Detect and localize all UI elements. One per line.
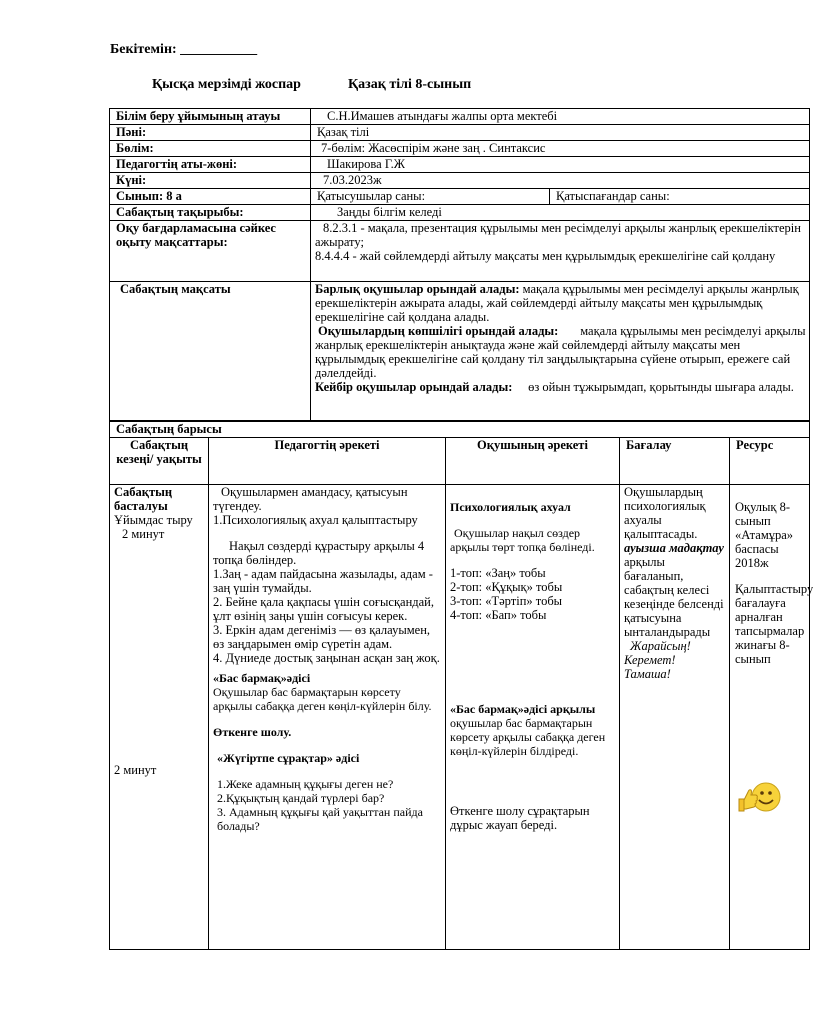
flow-title-row: [110, 422, 810, 438]
teacher-review-q2: 2.Құқықтың қандай түрлері бар?: [217, 791, 385, 805]
subject-label: Пәні:: [110, 125, 311, 141]
teacher-psych: 1.Психологиялық ахуал қалыптастыру: [213, 513, 418, 527]
section-label: Бөлім:: [110, 141, 311, 157]
stage-name: Сабақтың басталуы: [114, 485, 173, 513]
teacher-row: [110, 157, 810, 173]
assess-praise: Жарайсың! Керемет! Тамаша!: [624, 639, 691, 681]
teacher-quote-2: 2. Бейне қала қақпасы үшін соғысқандай, ұлт өзінің заңы үшін соғысуы керек.: [213, 595, 434, 623]
assessment-cell: [620, 485, 730, 950]
topic-row: [110, 205, 810, 221]
col-resource: Ресурс: [730, 438, 810, 485]
goal-some-text: өз ойын тұжырымдап, қорытынды шығара алады.: [528, 380, 794, 394]
topic-label: Сабақтың тақырыбы:: [110, 205, 311, 221]
student-group-2: 2-топ: «Құқық» тобы: [450, 580, 563, 594]
goal-row: [110, 282, 810, 421]
teacher-label: Педагогтің аты-жөні:: [110, 157, 311, 173]
topic-value: Заңды білгім келеді: [311, 205, 810, 221]
teacher-value: Шакирова Г.Ж: [311, 157, 810, 173]
school-value: С.Н.Имашев атындағы жалпы орта мектебі: [311, 109, 810, 125]
student-group-4: 4-топ: «Бап» тобы: [450, 608, 547, 622]
goal-most-text: мақала құрылымы мен ресімделуі арқылы жанрлық ерекшеліктерін анықтауда және жай сөйлемдерді айтылу мақсаты мен құрылымдық ерекшелігіне сай қолдану тіл заңдылықтарына сүйене отырып, ережеге сай дәлелдейді.: [315, 324, 806, 380]
class-label: Сынып: 8 а: [110, 189, 311, 205]
resource-cell: [730, 485, 813, 950]
col-teacher: Педагогтің әрекеті: [209, 438, 446, 485]
flow-title: Сабақтың барысы: [110, 422, 810, 438]
teacher-review: Өткенге шолу.: [213, 725, 292, 739]
teacher-quote-3: 3. Еркін адам дегеніміз — өз қалауымен, өз заңдарымен өмір сүретін адам.: [213, 623, 431, 651]
assess-method: ауызша мадақтау: [624, 541, 724, 555]
approval-line: Бекітемін: ___________: [110, 42, 258, 57]
goal-all-text: мақала құрылымы мен ресімделуі арқылы жанрлық ерекшеліктерін ажырата алады, жай сөйлемдерді айтылу мақсаты мен құрылымдық ерекшелігіне сай қолдана алады.: [315, 282, 799, 324]
student-method-title: «Бас бармақ»әдісі арқылы: [450, 702, 596, 716]
section-row: [110, 141, 810, 157]
lesson-info-table: [109, 108, 810, 421]
student-group-3: 3-топ: «Тәртіп» тобы: [450, 594, 563, 608]
goal-some: [315, 380, 807, 394]
thumbs-up-emoji-icon: [736, 779, 776, 815]
stage-time-2: 2 минут: [114, 763, 157, 777]
goal-most-title: Оқушылардың көпшілігі орындай алады:: [318, 324, 559, 338]
school-row: [110, 109, 810, 125]
goal-label: Сабақтың мақсаты: [110, 282, 311, 421]
teacher-groups: Нақыл сөздерді құрастыру арқылы 4 топқа бөліндер.: [213, 539, 425, 567]
stage-cell: [110, 485, 209, 950]
teacher-rolling-method: «Жүгіртпе сұрақтар» әдісі: [217, 751, 360, 765]
student-psych-title: Психологиялық ахуал: [450, 500, 571, 514]
teacher-method-title: «Бас бармақ»әдісі: [213, 671, 311, 685]
teacher-review-q3: 3. Адамның құқығы қай уақыттан пайда болады?: [217, 805, 423, 833]
stage-org: Ұйымдас тыру: [114, 513, 193, 527]
date-row: [110, 173, 810, 189]
col-stage: Сабақтың кезеңі/ уақыты: [110, 438, 209, 485]
teacher-method-text: Оқушылар бас бармақтарын көрсету арқылы сабаққа деген көңіл-күйлерін білу.: [213, 685, 432, 713]
student-method-text: оқушылар бас бармақтарын көрсету арқылы сабаққа деген көңіл-күйлерін білдіреді.: [450, 716, 606, 758]
objectives-label: Оқу бағдарламасына сәйкес оқыту мақсаттары:: [110, 221, 311, 282]
section-value: 7-бөлім: Жасөспірім және заң . Синтаксис: [311, 141, 810, 157]
teacher-greeting: Оқушылармен амандасу, қатысуын түгендеу.: [213, 485, 408, 513]
plan-type-title: Қысқа мерзімді жоспар: [152, 77, 301, 92]
date-value: 7.03.2023ж: [311, 173, 810, 189]
subject-row: [110, 125, 810, 141]
stage-time-1: 2 минут: [122, 527, 165, 541]
teacher-quote-4: 4. Дүниеде достық заңынан асқан заң жоқ.: [213, 651, 440, 665]
goal-cell: [311, 282, 810, 421]
flow-stage-row: [110, 485, 810, 950]
teacher-review-q1: 1.Жеке адамның құқығы деген не?: [217, 777, 394, 791]
student-psych-text: Оқушылар нақыл сөздер арқылы төрт топқа бөлінеді.: [450, 526, 595, 554]
resource-text-1: Оқулық 8-сынып «Атамұра» баспасы 2018ж: [735, 500, 794, 570]
present-label: Қатысушылар саны:: [311, 189, 550, 205]
objectives-cell: [311, 221, 810, 282]
goal-most: [315, 324, 807, 380]
flow-header-row: [110, 438, 810, 485]
teacher-cell: [209, 485, 446, 950]
objective-2: 8.4.4.4 - жай сөйлемдерді айтылу мақсаты мен құрылымдық ерекшелігіне сай қолдану: [315, 249, 776, 263]
student-group-1: 1-топ: «Заң» тобы: [450, 566, 546, 580]
assess-text-2: арқылы бағаланып, сабақтың келесі кезеңінде белсенді қатысуына ынталандырады: [624, 555, 724, 639]
col-student: Оқушының әрекеті: [446, 438, 620, 485]
absent-label: Қатыспағандар саны:: [550, 189, 810, 205]
goal-all-title: Барлық оқушылар орындай алады:: [315, 282, 520, 296]
col-assess: Бағалау: [620, 438, 730, 485]
class-row: [110, 189, 810, 205]
subject-value: Қазақ тілі: [311, 125, 810, 141]
school-label: Білім беру ұйымының атауы: [110, 109, 311, 125]
assess-text-1: Оқушылардың психологиялық ахуалы қалыптасады.: [624, 485, 706, 541]
goal-all: [315, 282, 807, 324]
resource-text-2: Қалыптастыру бағалауға арналған тапсырмалар жинағы 8-сынып: [735, 582, 813, 666]
objective-1: 8.2.3.1 - мақала, презентация құрылымы мен ресімделуі арқылы жанрлық ерекшеліктерін ажырату;: [315, 221, 801, 249]
objectives-row: [110, 221, 810, 282]
goal-some-title: Кейбір оқушылар орындай алады:: [315, 380, 513, 394]
teacher-quote-1: 1.Заң - адам пайдасына жазылады, адам - заң үшін тумайды.: [213, 567, 433, 595]
lesson-flow-table: [109, 421, 813, 950]
subject-grade-title: Қазақ тілі 8-сынып: [348, 77, 472, 92]
student-review: Өткенге шолу сұрақтарын дұрыс жауап береді.: [450, 804, 590, 832]
student-cell: [446, 485, 620, 950]
date-label: Күні:: [110, 173, 311, 189]
